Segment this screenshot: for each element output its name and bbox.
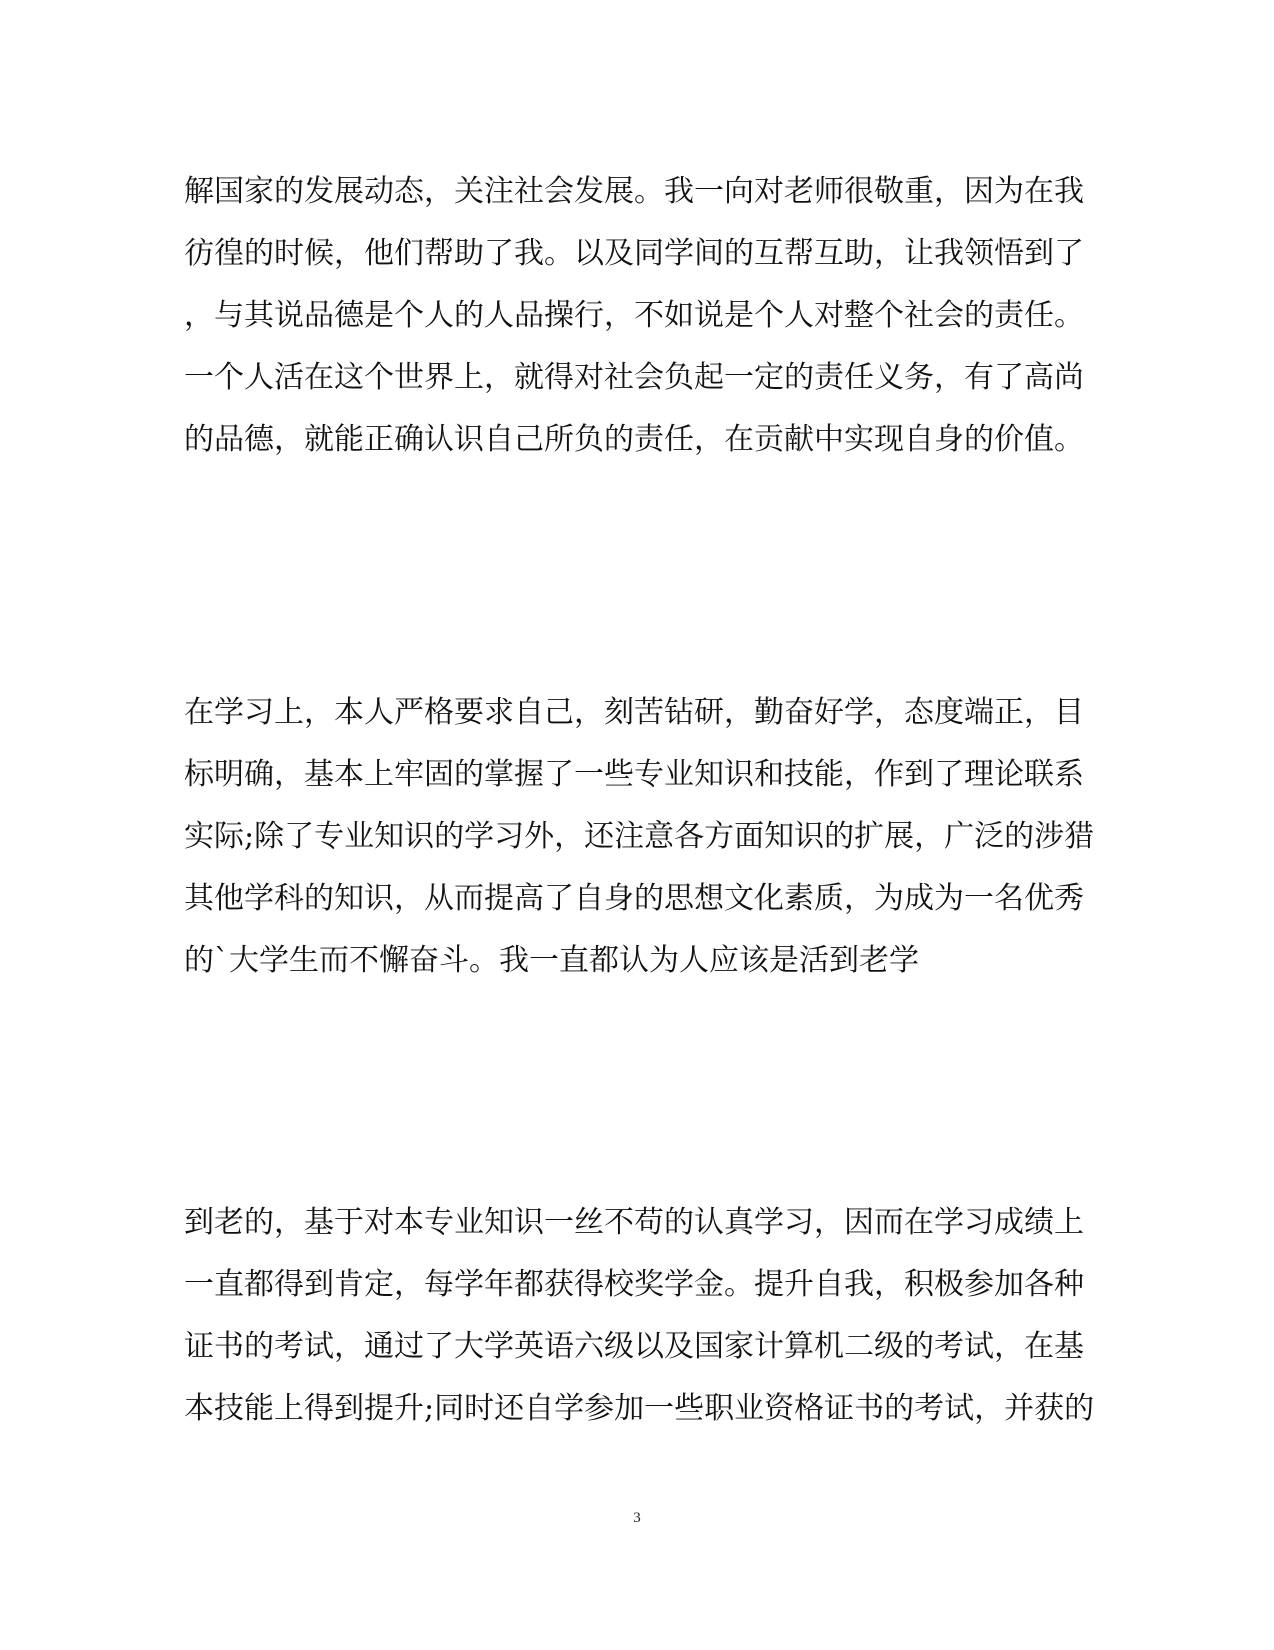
- text-line: 到老的，基于对本专业知识一丝不苟的认真学习，因而在学习成绩上: [184, 1205, 1084, 1240]
- page-number: 3: [633, 1510, 641, 1526]
- text-line: 其他学科的知识，从而提高了自身的思想文化素质，为成为一名优秀: [184, 881, 1084, 916]
- text-line: 在学习上，本人严格要求自己，刻苦钻研，勤奋好学，态度端正，目: [184, 695, 1084, 730]
- text-line: 彷徨的时候，他们帮助了我。以及同学间的互帮互助，让我领悟到了: [184, 236, 1084, 271]
- paragraph: [184, 161, 1084, 471]
- text-line: 一个人活在这个世界上，就得对社会负起一定的责任义务，有了高尚: [184, 360, 1084, 395]
- text-line: 的品德，就能正确认识自己所负的责任，在贡献中实现自身的价值。: [184, 422, 1084, 457]
- text-line: 一直都得到肯定，每学年都获得校奖学金。提升自我，积极参加各种: [184, 1267, 1084, 1302]
- paragraph: [184, 1192, 1095, 1440]
- text-line: 证书的考试，通过了大学英语六级以及国家计算机二级的考试，在基: [184, 1329, 1084, 1364]
- text-line: 本技能上得到提升;同时还自学参加一些职业资格证书的考试，并获的: [184, 1391, 1095, 1426]
- text-line: 解国家的发展动态，关注社会发展。我一向对老师很敬重，因为在我: [184, 174, 1084, 209]
- text-line: 标明确，基本上牢固的掌握了一些专业知识和技能，作到了理论联系: [184, 757, 1084, 792]
- text-line: 实际;除了专业知识的学习外，还注意各方面知识的扩展，广泛的涉猎: [184, 819, 1095, 854]
- text-line: 的`大学生而不懈奋斗。我一直都认为人应该是活到老学: [184, 943, 919, 978]
- text-line: ，与其说品德是个人的人品操行，不如说是个人对整个社会的责任。: [184, 298, 1084, 333]
- paragraph: [184, 682, 1095, 992]
